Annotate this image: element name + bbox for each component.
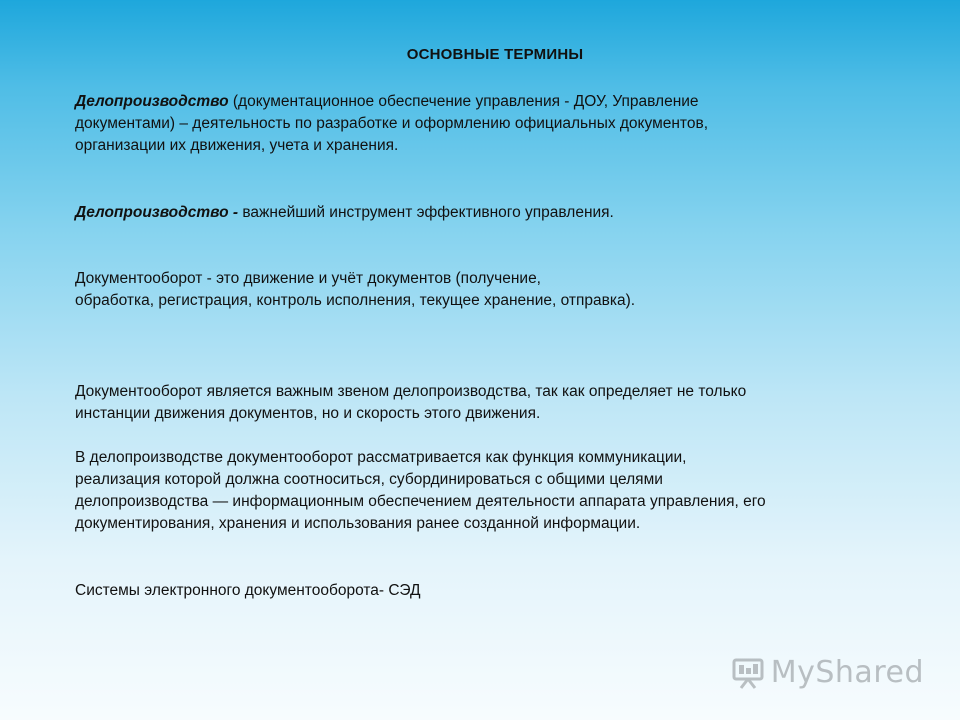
watermark-logo bbox=[731, 655, 924, 690]
paragraph-text: обработка, регистрация, контроль исполнения, текущее хранение, отправка). bbox=[75, 292, 636, 309]
paragraph-text: важнейший инструмент эффективного управления. bbox=[238, 204, 614, 221]
paragraph-text: реализация которой должна соотноситься, субординироваться с общими целями bbox=[75, 471, 663, 488]
paragraph-text: Документооборот - это движение и учёт документов (получение, bbox=[75, 270, 541, 287]
paragraph-text: делопроизводства — информационным обеспечением деятельности аппарата управления, его bbox=[75, 493, 766, 510]
watermark-text: MyShared bbox=[770, 655, 924, 690]
paragraph-text: инстанции движения документов, но и скорость этого движения. bbox=[75, 405, 541, 422]
paragraph-text: организации их движения, учета и хранения. bbox=[75, 137, 399, 154]
term-records-management: Делопроизводство bbox=[75, 93, 229, 110]
term-records-management: Делопроизводство - bbox=[75, 204, 239, 221]
paragraph-text: документирования, хранения и использования ранее созданной информации. bbox=[75, 515, 641, 532]
paragraph-text: В делопроизводстве документооборот рассматривается как функция коммуникации, bbox=[75, 449, 687, 466]
paragraph-edms bbox=[75, 580, 925, 602]
paragraph-text: Документооборот является важным звеном делопроизводства, так как определяет не только bbox=[75, 383, 747, 400]
paragraph-text: (документационное обеспечение управления - ДОУ, Управление bbox=[228, 93, 699, 110]
definition-document-flow bbox=[75, 268, 925, 312]
definition-records-management bbox=[75, 91, 925, 157]
paragraph-document-flow-role bbox=[75, 381, 925, 425]
paragraph-text: Системы электронного документооборота- СЭД bbox=[75, 582, 421, 599]
presentation-board-icon bbox=[731, 656, 765, 690]
statement-records-management-tool bbox=[75, 202, 925, 224]
slide-title: ОСНОВНЫЕ ТЕРМИНЫ bbox=[406, 46, 584, 63]
paragraph-document-flow-communication bbox=[75, 447, 925, 535]
paragraph-text: документами) – деятельность по разработке и оформлению официальных документов, bbox=[75, 115, 709, 132]
